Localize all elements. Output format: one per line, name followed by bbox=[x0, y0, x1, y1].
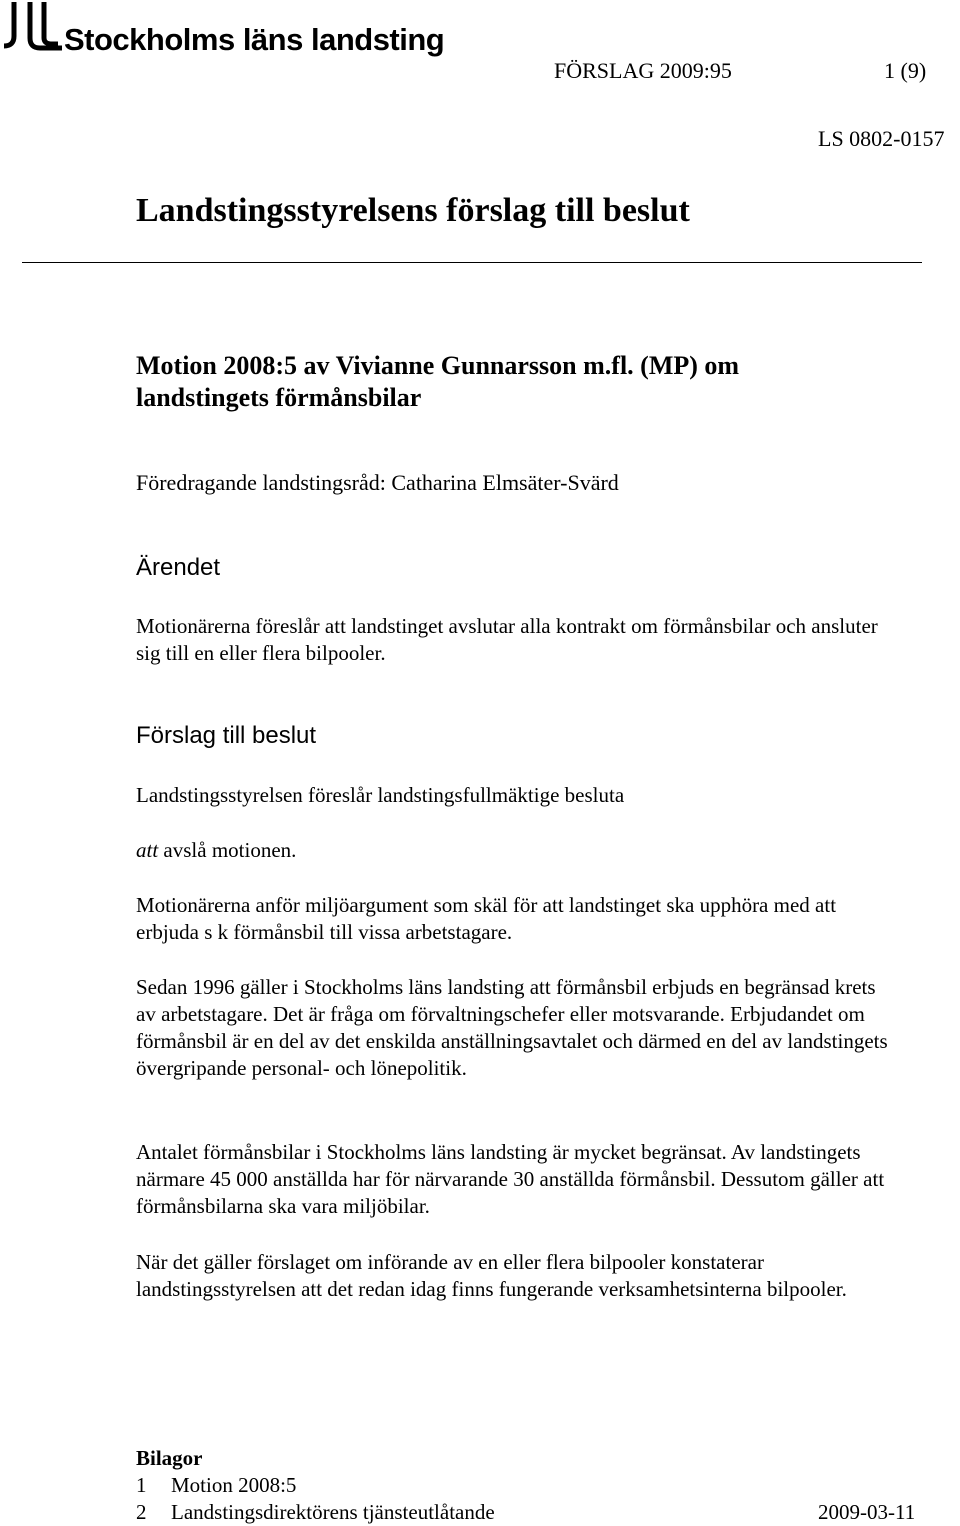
doc-id: FÖRSLAG 2009:95 bbox=[554, 58, 732, 83]
arendet-text: Motionärerna föreslår att landstinget avslutar alla kontrakt om förmånsbilar och ansluter sig till en eller flera bilpooler. bbox=[136, 614, 878, 665]
bilaga-2-text: Landstingsdirektörens tjänsteutlåtande bbox=[171, 1500, 495, 1524]
body-paragraph-2: Sedan 1996 gäller i Stockholms läns landsting att förmånsbil erbjuds en begränsad krets av arbetstagare. Det är fråga om förvaltningschefer eller motsvarande. Erbjudandet om förmånsbil är en del av det enskilda anställningsavtalet och därmed en del av landstingets övergripande personal- och lönepolitik. bbox=[136, 975, 888, 1080]
body-paragraph-3: Antalet förmånsbilar i Stockholms läns landsting är mycket begränsat. Av landstingets närmare 45 000 anställda har för närvarande 30 anställda förmånsbil. Dessutom gäller att förmånsbilarna ska vara miljöbilar. bbox=[136, 1140, 885, 1218]
page-title: Landstingsstyrelsens förslag till beslut bbox=[136, 192, 690, 229]
bilaga-2-date: 2009-03-11 bbox=[818, 1500, 916, 1524]
forslag-text: Landstingsstyrelsen föreslår landstingsfullmäktige besluta bbox=[136, 783, 625, 807]
motion-title-line2: landstingets förmånsbilar bbox=[136, 383, 422, 412]
title-divider bbox=[22, 262, 922, 263]
body-paragraph-4: När det gäller förslaget om införande av en eller flera bilpooler konstaterar landstingsstyrelsen att det redan idag finns fungerande verksamhetsinterna bilpooler. bbox=[136, 1250, 847, 1301]
bilaga-1-num: 1 bbox=[136, 1473, 147, 1497]
sll-logo-icon bbox=[0, 0, 64, 56]
bilaga-2-num: 2 bbox=[136, 1500, 147, 1524]
att-text: avslå motionen. bbox=[158, 838, 297, 862]
arendet-heading: Ärendet bbox=[136, 554, 221, 581]
forslag-heading: Förslag till beslut bbox=[136, 722, 317, 749]
org-name: Stockholms läns landsting bbox=[64, 22, 445, 57]
forslag-att-line bbox=[136, 838, 296, 863]
att-word: att bbox=[136, 838, 159, 862]
body-paragraph-1: Motionärerna anför miljöargument som skäl för att landstinget ska upphöra med att erbjuda s k förmånsbil till vissa arbetstagare. bbox=[136, 893, 837, 944]
motion-title-line1: Motion 2008:5 av Vivianne Gunnarsson m.fl. (MP) om bbox=[136, 351, 740, 380]
case-number: LS 0802-0157 bbox=[818, 126, 945, 151]
page-number: 1 (9) bbox=[884, 58, 927, 83]
bilagor-heading: Bilagor bbox=[136, 1446, 203, 1470]
presenter: Föredragande landstingsråd: Catharina Elmsäter-Svärd bbox=[136, 470, 619, 495]
bilaga-1-text: Motion 2008:5 bbox=[171, 1473, 297, 1497]
